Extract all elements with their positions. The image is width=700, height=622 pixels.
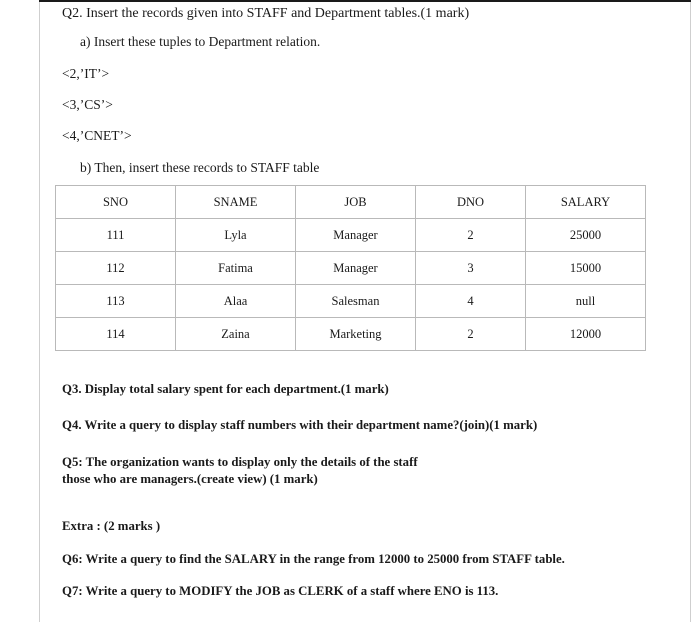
table-row bbox=[56, 285, 646, 318]
cell-sname: Fatima bbox=[176, 252, 296, 285]
question-q4: Q4. Write a query to display staff numbers with their department name?(join)(1 mark) bbox=[62, 418, 538, 432]
cell-dno: 3 bbox=[416, 252, 526, 285]
cell-sno: 111 bbox=[56, 219, 176, 252]
cell-sno: 112 bbox=[56, 252, 176, 285]
cell-salary: 25000 bbox=[526, 219, 646, 252]
header-dno: DNO bbox=[416, 186, 526, 219]
cell-sname: Lyla bbox=[176, 219, 296, 252]
page-right-border bbox=[690, 0, 691, 622]
q2-part-b: b) Then, insert these records to STAFF table bbox=[80, 160, 320, 175]
q2-part-a: a) Insert these tuples to Department relation. bbox=[80, 34, 321, 49]
tuple-cnet: <4,’CNET’> bbox=[62, 128, 132, 143]
cell-job: Marketing bbox=[296, 318, 416, 351]
cell-dno: 4 bbox=[416, 285, 526, 318]
question-q5-line2: those who are managers.(create view) (1 mark) bbox=[62, 472, 318, 486]
question-q7: Q7: Write a query to MODIFY the JOB as CLERK of a staff where ENO is 113. bbox=[62, 584, 499, 598]
cell-salary: 12000 bbox=[526, 318, 646, 351]
table-row bbox=[56, 252, 646, 285]
question-q3: Q3. Display total salary spent for each department.(1 mark) bbox=[62, 382, 389, 396]
cell-job: Manager bbox=[296, 219, 416, 252]
staff-table bbox=[55, 185, 646, 351]
page-top-border bbox=[39, 0, 691, 2]
question-q5-line1: Q5: The organization wants to display only the details of the staff bbox=[62, 455, 418, 469]
cell-salary: 15000 bbox=[526, 252, 646, 285]
extra-marks-heading: Extra : (2 marks ) bbox=[62, 519, 161, 533]
header-job: JOB bbox=[296, 186, 416, 219]
table-row bbox=[56, 318, 646, 351]
q2-title: Q2. Insert the records given into STAFF and Department tables.(1 mark) bbox=[62, 6, 470, 21]
cell-job: Manager bbox=[296, 252, 416, 285]
cell-job: Salesman bbox=[296, 285, 416, 318]
tuple-cs: <3,’CS’> bbox=[62, 97, 113, 112]
header-sno: SNO bbox=[56, 186, 176, 219]
question-q6: Q6: Write a query to find the SALARY in the range from 12000 to 25000 from STAFF table. bbox=[62, 552, 565, 566]
tuple-it: <2,’IT’> bbox=[62, 66, 110, 81]
cell-salary: null bbox=[526, 285, 646, 318]
cell-sno: 114 bbox=[56, 318, 176, 351]
header-salary: SALARY bbox=[526, 186, 646, 219]
cell-sname: Zaina bbox=[176, 318, 296, 351]
cell-dno: 2 bbox=[416, 219, 526, 252]
table-row bbox=[56, 219, 646, 252]
staff-table-header-row bbox=[56, 186, 646, 219]
page-left-border bbox=[39, 0, 40, 622]
cell-sname: Alaa bbox=[176, 285, 296, 318]
cell-sno: 113 bbox=[56, 285, 176, 318]
cell-dno: 2 bbox=[416, 318, 526, 351]
header-sname: SNAME bbox=[176, 186, 296, 219]
